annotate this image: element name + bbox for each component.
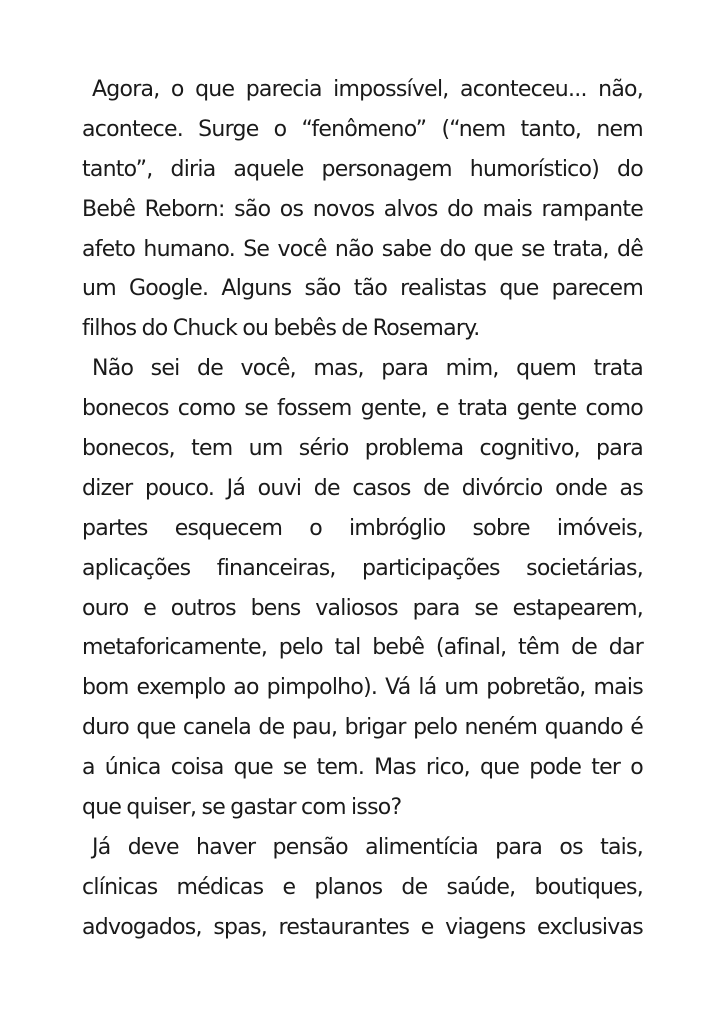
text-line: bonecos, tem um sério problema cognitivo, para [82,436,643,462]
text-line: bonecos como se fossem gente, e trata gente como [82,396,643,422]
text-line: partes esquecem o imbróglio sobre imóveis, [82,515,643,541]
text-line: que quiser, se gastar com isso? [82,795,402,821]
text-line: Bebê Reborn: são os novos alvos do mais rampante [82,196,643,222]
text-line: a única coisa que se tem. Mas rico, que pode ter o [82,755,643,781]
paragraph-1 [82,70,643,349]
text-line: acontece. Surge o “fenômeno” (“nem tanto, nem [82,116,643,142]
text-line: ouro e outros bens valiosos para se estapearem, [82,595,643,621]
text-line: tanto”, diria aquele personagem humorístico) do [82,156,643,182]
paragraph-2 [82,349,643,828]
text-line: um Google. Alguns são tão realistas que parecem [82,276,643,302]
text-line: metaforicamente, pelo tal bebê (afinal, têm de dar [82,635,643,661]
text-line: afeto humano. Se você não sabe do que se trata, dê [82,236,643,262]
text-line: advogados, spas, restaurantes e viagens exclusivas [82,914,643,940]
paragraph-3 [82,828,643,948]
text-line: duro que canela de pau, brigar pelo neném quando é [82,715,643,741]
body-text [82,70,643,948]
text-line: Não sei de você, mas, para mim, quem trata [92,356,643,382]
text-line: clínicas médicas e planos de saúde, boutiques, [82,874,643,900]
text-line: filhos do Chuck ou bebês de Rosemary. [82,316,480,342]
text-line: bom exemplo ao pimpolho). Vá lá um pobretão, mais [82,675,643,701]
text-line: Já deve haver pensão alimentícia para os tais, [92,834,643,860]
text-line: Agora, o que parecia impossível, aconteceu... não, [92,77,643,102]
text-line: dizer pouco. Já ouvi de casos de divórcio onde as [82,475,643,501]
text-line: aplicações financeiras, participações societárias, [82,555,643,581]
